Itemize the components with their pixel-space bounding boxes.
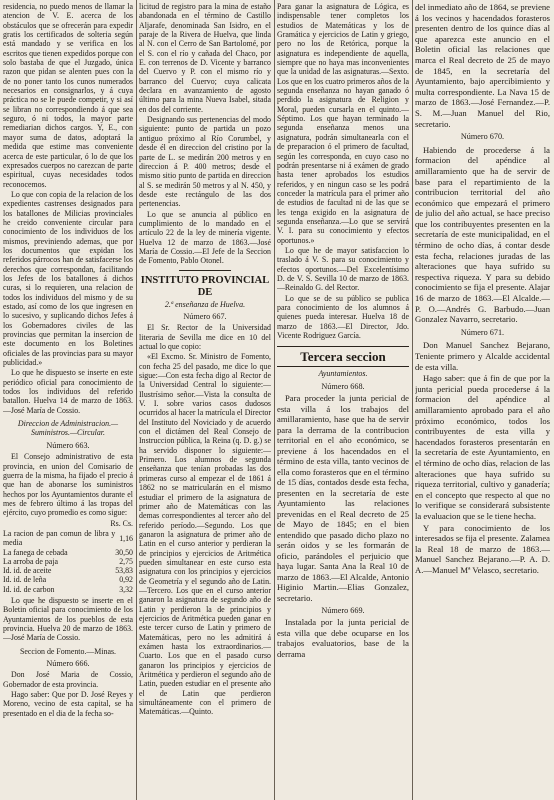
separator: [179, 270, 232, 271]
item-label: Id. id. de carbon: [3, 584, 55, 594]
item-value: 1,16: [119, 533, 133, 543]
item-label: La fanega de cebada: [3, 547, 68, 557]
paragraph: Lo que se anuncia al público en cumplimiento de lo mandado en el artículo 22 de la ley de minería vigente. Huelva 12 de marzo de 1863.—José María de Cossio.—El Jefe de la Seccion de Fomento, Pablo Otonel.: [139, 209, 271, 266]
paragraph: Hago saber: Que por D. José Reyes y Moreno, vecino de esta capital, se ha presentado en el dia de la fecha so-: [3, 690, 133, 718]
notice-number: Número 670.: [460, 132, 505, 142]
institute-heading: INSTITUTO PROVINCIAL DE: [140, 274, 270, 298]
notice-number: Número 667.: [183, 311, 227, 321]
paragraph: Habiendo de procederse á la formacion del apéndice al amillaramiento que ha de servir de base para el repartimiento de la contribucion territorial del año económico que empezará el primero de julio del año actual, se hace preciso que los contribuyentes presenten en la secretaría de este municipalidad, en el término de ocho días, á contar desde esta fecha, relaciones juradas de las alteraciones que haya sufrido su respectiva riqueza. Y para su debido conocimiento se fija el presente. Alajar 16 de marzo de 1863.—El Alcalde.—P. O.—Andrés G. Barbudo.—Juan Gonzalez Navarro, secretario.: [415, 144, 550, 325]
notice-number: Número 663.: [46, 440, 90, 450]
item-label: La arroba de paja: [3, 556, 58, 566]
column-4: [415, 2, 550, 798]
table-row: [3, 529, 133, 548]
paragraph: Instalada por la junta pericial de esta villa que debe ocuparse en los trabajos evaluatorios, base de la derrama: [277, 617, 409, 659]
column-divider: [274, 0, 275, 800]
item-label: Id. id. de leña: [3, 575, 47, 585]
paragraph: del inmediato año de 1864, se previene á los vecinos y hacendados forasteros presenten dentro de los quince días al que aparezca este anuncio en el Boletin oficial las relaciones que marca el Real decreto de 25 de mayo de 1845, en la secretaría del Ayuntamiento, bajo apercibimiento y multa correspondiente. La Nava 15 de marzo de 1863.—José Fernandez.—P. S. M.—Juan Manuel del Rio, secretario.: [415, 2, 550, 129]
item-value: 3,32: [119, 584, 133, 594]
section-title: Seccion de Fomento.—Minas.: [20, 646, 116, 656]
column-divider: [412, 0, 413, 800]
item-value: 0,92: [119, 575, 133, 585]
paragraph: Lo que he dispuesto se inserte en el Boletin oficial para conocimiento de los Ayuntamientos de los pueblos de esta provincia. Huelva 20 de marzo de 1863.—José María de Cossio.: [3, 595, 133, 643]
price-table: [3, 529, 133, 594]
institute-subheading: 2.ª enseñanza de Huelva.: [164, 299, 246, 309]
paragraph: El Consejo administrativo de esta provincia, en union del Comisario de guerra de la misma, ha fijado el precio á que han de abonarse los suministros hechos por los Ayuntamientos durante el mes de febrero último á las tropas del ejército, cuyo promedio es como sigue:: [3, 452, 133, 518]
paragraph: Lo que he de mayor satisfaccion lo traslado á V. S. para su conocimiento y efectos oportunos.—Del Excelentísimo D. de V. S. Sevilla 10 de marzo de 1863.—Reinaldo G. del Rector.: [277, 245, 409, 293]
section-heading: Tercera seccion: [277, 346, 409, 367]
table-row: [3, 575, 133, 584]
item-value: 30,50: [115, 547, 133, 557]
section-title: Direccion de Administracion.—Suministros.—Circular.: [17, 419, 119, 438]
table-row: [3, 566, 133, 575]
item-label: La racion de pan comun de libra y media: [3, 528, 116, 548]
paragraph: Lo que se de su público se publica para conocimiento de los alumnos á quienes pueda interesar. Huelva 18 de marzo de 1863.—El Director, Jdo. Vicente Rodriguez García.: [277, 293, 409, 341]
table-row: [3, 548, 133, 557]
column-divider: [136, 0, 137, 800]
paragraph: «El Excmo. Sr. Ministro de Fomento, con fecha 25 del pasado, me dice lo que sigue:—Con esta fecha digo al Rector de la Universidad Central lo siguiente:—Ilustrísimo señor.—Vista la consulta de V. I. sobre varios casos dudosos ocurridos al hacer la matrícula el Director del Instituto del Noviciado y de acuerdo con el dictámen del Real Consejo de Instruccion pública, la Reina (q. D. g.) se ha servido disponer lo siguiente:—Primero. Los alumnos de segunda enseñanza que tenían probadas las dos primeras curso al empezar el de 1861 á 1862 no se matricularán en el mismo estudiar el primero de la asignatura de primer año de Matemáticas con las demas correspondientes al tercer año del referido período.—Segundo. Los que ganaron la asignatura de primer año de Latin en el curso anterior y perdieran la de principios y ejercicios de Aritmética pueden simultanear en este curso esta asignatura con los principios y ejercicios de Geometría y el segundo año de Latin.—Tercero. Los que en el curso anterior ganaron la asignatura de segundo año de Latin y perdieron la de principios y ejercicios de Aritmética pueden ganar en este tercer curso de Latin y primero de Matemáticas, pero no les admitirá á exámen hasta los extraordinarios.—Cuarto. Los que en el pasado curso ganaron los principios y ejercicios de Aritmética y perdieron el segundo año de Latin, pueden estudiar en el presente año el de Latin que perdieron simultáneamente con el primero de Matemáticas.—Quinto.: [139, 352, 271, 717]
column-2: [139, 2, 271, 798]
paragraph: Don Manuel Sanchez Bejarano, Teniente primero y Alcalde accidental de esta villa.: [415, 340, 550, 372]
notice-number: Número 666.: [46, 659, 90, 669]
paragraph: Designando sus pertenencias del modo siguiente: punto de partida un pozo antiguo próximo al Río Corumbel, y desde él en direccion del cristino por la parte de L. se medirán 200 metros y en direccion á P. 400 metros; desde el mismo sitio punto de partida en direccion al S. se medirán 50 metros y al N. 450, y desde este rectángulo de las dos pertenencias.: [139, 115, 271, 209]
notice-number: Número 671.: [460, 327, 505, 337]
notice-number: Número 669.: [321, 606, 365, 616]
paragraph: Para proceder la junta pericial de esta villa á los trabajos del amillaramiento, hase que ha de servir para la derrama de la contribucion territorial en el año económico, se previene á los hacendados en el término de esta villa, tanto vecinos de ella como forasteros que en el término de 15 días, contados desde esta fecha, presenten en la secretaría de este Ayuntamiento las relaciones prevenidas en el Real decreto de 25 de Mayo de 1845; en el bien entendido que pasado dicho plazo no serán oidos y se les formarán de oficio, parándoles el perjuicio que haya lugar. Santa Ana la Real 10 de marzo de 1863.—El Alcalde, Antonio Higinio Martin.—Elias Gonzalez, secretario.: [277, 393, 409, 603]
table-row: [3, 557, 133, 566]
paragraph: Don José Maria de Cossio, Gobernador de esta provincia.: [3, 670, 133, 689]
paragraph: Lo que con copia de la relacion de los expedientes castrenses designados para los batallones de Milicias provinciales he creido conveniente circular para conocimiento de los individuos de los mismos, previniendo ademas, que por los documentos que expidan los referidos párrocos han de satisfacerse los derechos que correspondan, facilitando los Jefes de los batallones á dichos curas, si lo requieren, una relacion de todos los individuos del mismo y de su estado, así como de los que ingresen en lo sucesivo, y suplicando dichos Jefes á los Gobernadores civiles de las provincias que permitan la insercion de este documento en los Boletines oficiales de las provincias para su mayor publicidad.»: [3, 189, 133, 368]
item-value: 53,83: [115, 566, 133, 576]
item-value: 2,75: [119, 556, 133, 566]
paragraph: Lo que he dispuesto se inserte en este periódico oficial para conocimiento de todos los individuos del referido batallon. Huelva 14 de marzo de 1863.—José María de Cossio.: [3, 368, 133, 415]
paragraph: residencia, no puedo menos de llamar la atencion de V. E. acerca de los obstáculos que se ofrecerán para expedir gratis los certificados de solteria según está mandado y se verifica en los escritos que tienen expedidos porque con solo bastaba de que el Juzgado, única razon que pidan se alenten pues con la de no poner tanto los cunos numerados necesarios en consignarlos, y á cuya práctica no se le puede competir, y si así se libran no correspondiendo á que sea seguro, ó ni todos, la mayor parte remediarian dichos cargos. Y, E., con mayor suma de datos, adoptará la medida que estime mas conveniente acerca de este particular, ó lo de que los expresados cuerpos no carezcan de parte espiritual, cuyas necesidades todos reconocemos.: [3, 2, 133, 189]
column-3: [277, 2, 409, 798]
paragraph: Para ganar la asignatura de Lógica, es indispensable tener completos los estudios de Matemáticas y los de Gramática y ejercicios de Latin y griego, pero no los de Retórica, porque la asignatura es independiente de aquella, siempre que no haya mas inconvenientes que la unidad de las asignaturas.—Sexto. Los que en los cuatro primeros años de la segunda enseñanza no hayan ganado ó perdido la asignatura de Religion y Moral, pueden cursarla en el quinto.—Séptimo. Los que hayan terminado la segunda enseñanza menos una asignatura, podrán simultanearla con el de preparacion ó el primero de facultad, según les corresponda, en cuyo caso no podrán presentarse ni á exámen de grado hasta tener aprobados los estudios referidos, y en ningun caso se les podrá conceder la matrícula para el primer año de estudios de facultad ni de las que se les tenga exigido en la asignatura de segunda enseñanza.—Lo que se servirá V. I. para su conocimiento y efectos oportunos.»: [277, 2, 409, 245]
item-label: Id. id. de aceite: [3, 566, 52, 576]
table-row: [3, 585, 133, 594]
paragraph: Hago saber: que á fin de que por la junta pericial pueda procederse á la formacion del apéndice al amillaramiento aprobado para el año próximo económico, todos los contribuyentes de esta villa y hacendados forasteros presentarán en la secretaría de este Ayuntamiento, en el término de ocho días, relacion de las alteraciones que haya sufrido su riqueza territorial, cultivo y ganadería; en el concepto que respecto al que no lo verifique se considerará subsistente la evaluacion que se le tiene hecha.: [415, 373, 550, 521]
column-1: [3, 2, 133, 798]
currency-label: Rs. Cs.: [110, 518, 133, 528]
section-subheading: Ayuntamientos.: [318, 369, 368, 379]
notice-number: Número 668.: [321, 381, 365, 391]
paragraph: Y para conocimiento de los interesados se fija el presente. Zalamea la Real 18 de marzo de 1863.—Manuel Sanchez Bejarano.—P. A. D. A.—Manuel Mª Velasco, secretario.: [415, 522, 550, 575]
paragraph: licitud de registro para la mina de estaño abandonada en el término de Castillo Aljarafe, denominada San Isidro, en el paraje de la Rivera de Huelva, que linda al N. con el Cerro de San Bartolomé, por el S. con el río y cañada del Chaco, por E. con terrenos de D. Vicente y barranco del Cuervo y P. con el mismo río y barranco del Cuervo; cuya calicata declara en avanzamiento de agosto último para la mina Nueva Isabel, sitada en dos del corriente.: [139, 2, 271, 114]
paragraph: El Sr. Rector de la Universidad literaria de Sevilla me dice en 10 del actual lo que copio:: [139, 323, 271, 351]
